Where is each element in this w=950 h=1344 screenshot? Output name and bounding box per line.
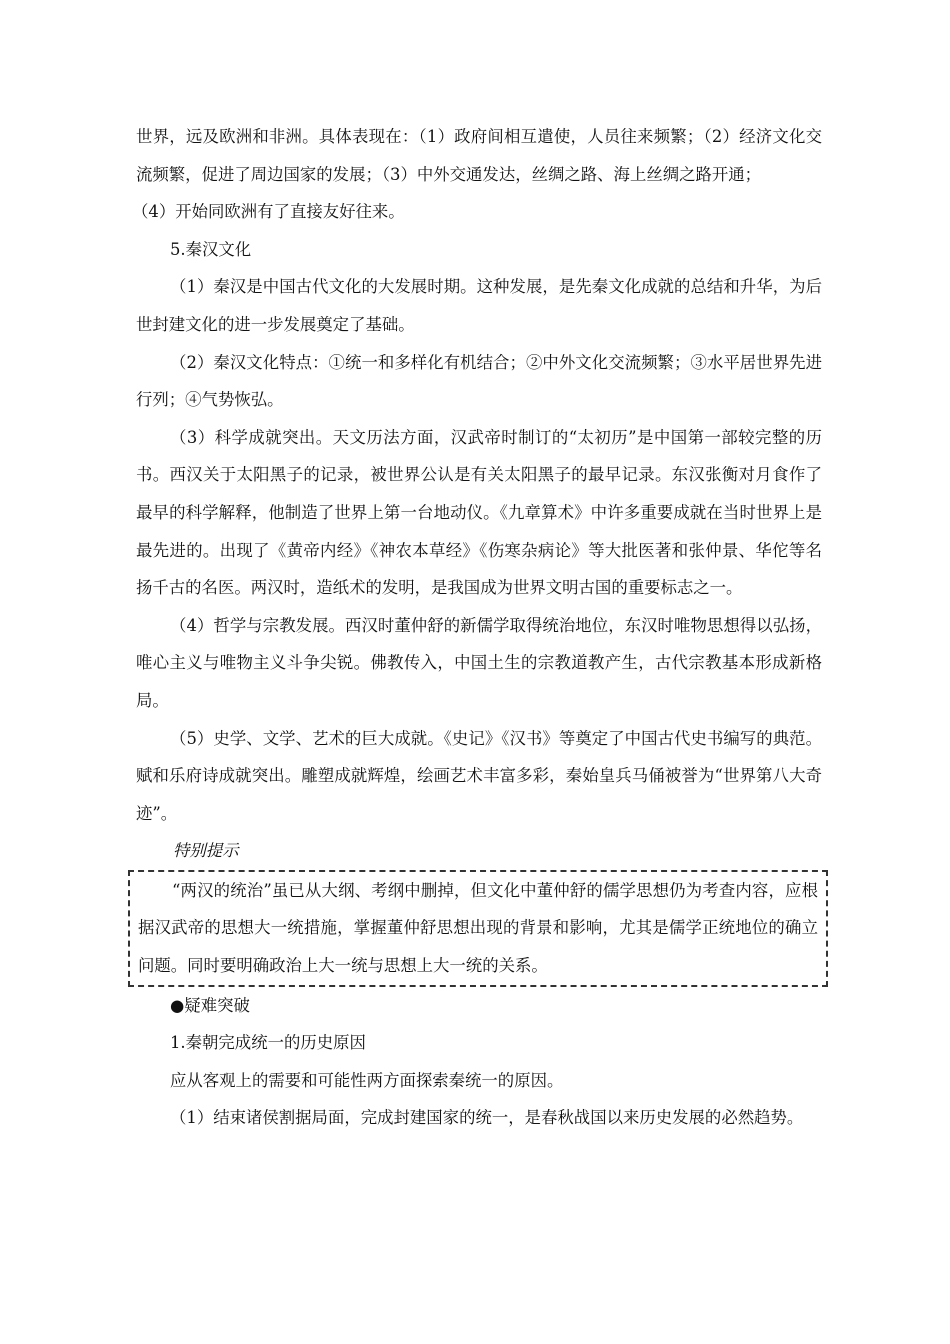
- special-tip-box: [128, 870, 828, 987]
- difficulty-item-1: （1）结束诸侯割据局面，完成封建国家的统一，是春秋战国以来历史发展的必然趋势。: [170, 1108, 804, 1128]
- difficulty-subtitle: 1.秦朝完成统一的历史原因: [170, 1033, 366, 1053]
- special-tip-label: 特别提示: [173, 841, 239, 861]
- special-tip-text: “两汉的统治”虽已从大纲、考纲中删掉，但文化中董仲舒的儒学思想仍为考查内容，应根据汉武帝的思想大一统措施，掌握董仲舒思想出现的背景和影响，尤其是儒学正统地位的确立问题。同时要明确政治上大一统与思想上大一统的关系。: [138, 880, 818, 976]
- paragraph-exchange-details: 世界，远及欧洲和非洲。具体表现在：（1）政府间相互遣使，人员往来频繁；（2）经济文化交流频繁，促进了周边国家的发展；（3）中外交通发达，丝绸之路、海上丝绸之路开通；: [136, 127, 822, 184]
- culture-item-2: （2）秦汉文化特点：①统一和多样化有机结合；②中外文化交流频繁；③水平居世界先进行列；④气势恢弘。: [136, 352, 822, 410]
- difficulty-heading: ●疑难突破: [170, 995, 250, 1015]
- difficulty-intro: 应从客观上的需要和可能性两方面探索秦统一的原因。: [170, 1070, 564, 1090]
- section-title-qin-han-culture: 5.秦汉文化: [170, 239, 252, 259]
- culture-item-4: （4）哲学与宗教发展。西汉时董仲舒的新儒学取得统治地位，东汉时唯物思想得以弘扬，唯心主义与唯物主义斗争尖锐。佛教传入，中国土生的宗教道教产生，古代宗教基本形成新格局。: [136, 615, 822, 710]
- culture-item-5: （5）史学、文学、艺术的巨大成就。《史记》《汉书》等奠定了中国古代史书编写的典范。赋和乐府诗成就突出。雕塑成就辉煌，绘画艺术丰富多彩，秦始皇兵马俑被誉为“世界第八大奇迹”。: [136, 728, 822, 823]
- culture-item-3: （3）科学成就突出。天文历法方面，汉武帝时制订的“太初历”是中国第一部较完整的历书。西汉关于太阳黑子的记录，被世界公认是有关太阳黑子的最早记录。东汉张衡对月食作了最早的科学解释，他制造了世界上第一台地动仪。《九章算术》中许多重要成就在当时世界上是最先进的。出现了《黄帝内经》《神农本草经》《伤寒杂病论》等大批医著和张仲景、华佗等名扬千古的名医。两汉时，造纸术的发明，是我国成为世界文明古国的重要标志之一。: [136, 427, 822, 598]
- paragraph-exchange-europe: （4）开始同欧洲有了直接友好往来。: [132, 202, 405, 222]
- document-body: [132, 118, 822, 1137]
- culture-item-1: （1）秦汉是中国古代文化的大发展时期。这种发展，是先秦文化成就的总结和升华，为后世封建文化的进一步发展奠定了基础。: [136, 277, 822, 334]
